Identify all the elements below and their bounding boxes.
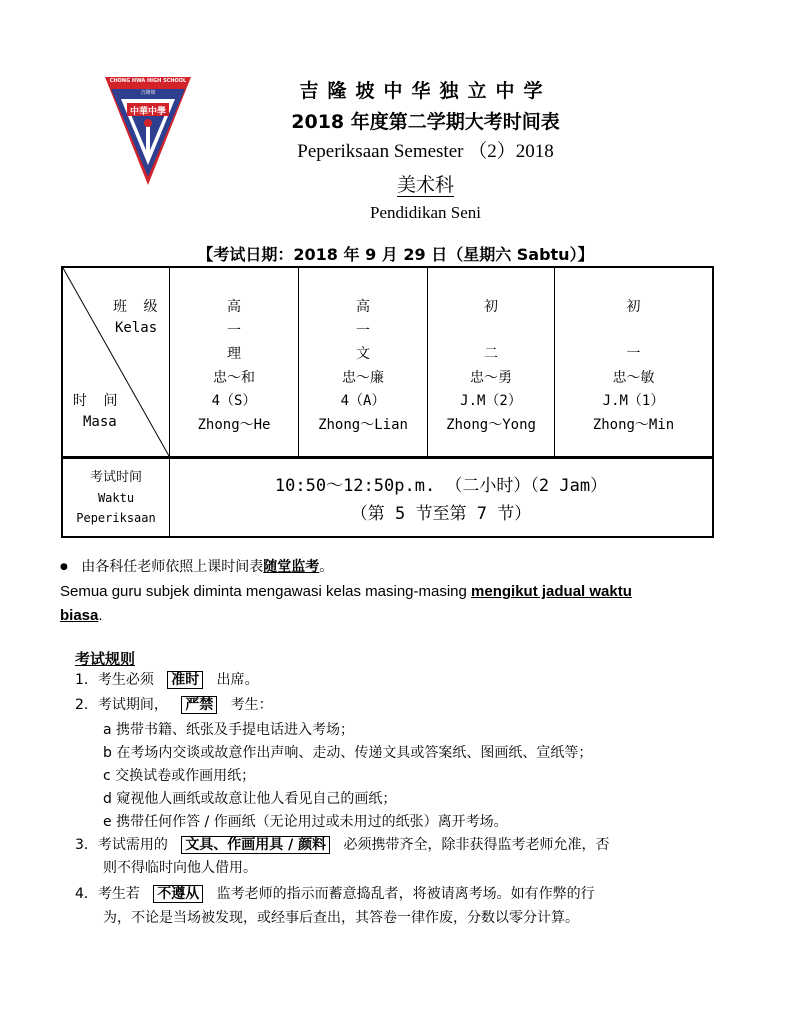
rule-2-boxed: 严禁 xyxy=(181,696,217,714)
class-name-ms: Zhong～Min xyxy=(592,416,675,433)
invigilation-note-cn xyxy=(60,556,333,576)
exam-time-label-ms-2: Peperiksaan xyxy=(76,511,156,525)
rule-1 xyxy=(75,668,259,692)
invigilation-note-ms xyxy=(60,580,730,628)
class-stream: 理 xyxy=(227,346,241,362)
rule-3-pre: 3．考试需用的 xyxy=(75,837,168,853)
class-grade xyxy=(555,320,712,344)
exam-date: 【考试日期：2018 年 9 月 29 日（星期六 Sabtu）】 xyxy=(197,245,594,264)
exam-time-label-cn: 考试时间 xyxy=(89,470,142,485)
bullet-icon: ● xyxy=(60,562,68,572)
class-grade: 一 xyxy=(356,322,370,339)
class-level: 初 xyxy=(484,299,498,315)
exam-time-label xyxy=(63,468,169,528)
note-ms-emphasis-1: mengikut jadual waktu xyxy=(471,583,632,600)
rule-2c: c 交换试卷或作画用纸； xyxy=(103,768,256,784)
class-label-ms: Kelas xyxy=(115,320,158,336)
rule-1-boxed: 准时 xyxy=(167,671,203,689)
class-stream: 二 xyxy=(484,346,498,362)
class-name-cn: 忠～廉 xyxy=(342,369,384,386)
exam-periods: （第 5 节至第 7 节） xyxy=(350,504,532,524)
class-stream: 文 xyxy=(356,346,370,362)
class-name-cn: 忠～和 xyxy=(213,369,255,386)
school-name: 吉隆坡中华独立中学 xyxy=(299,80,552,102)
rule-4-boxed: 不遵从 xyxy=(153,885,203,903)
note-cn-post: 。 xyxy=(319,559,334,575)
exam-title: 2018 年度第二学期大考时间表 xyxy=(291,111,560,133)
class-column xyxy=(428,296,554,437)
exam-title-malay: Peperiksaan Semester （2）2018 xyxy=(297,141,554,162)
class-name-cn: 忠～敏 xyxy=(612,369,655,386)
rule-4-continued: 为，不论是当场被发现，或经事后查出，其答卷一律作废，分数以零分计算。 xyxy=(103,910,579,926)
rule-1-pre: 1．考生必须 xyxy=(75,672,154,688)
rule-2-pre: 2．考试期间， xyxy=(75,697,168,713)
logo-english-text: CHONG HWA HIGH SCHOOL xyxy=(109,78,187,84)
class-stream: 一 xyxy=(626,346,641,362)
class-name-ms: Zhong～Lian xyxy=(318,416,408,433)
row-divider xyxy=(63,456,712,459)
rule-2d: d 窥视他人画纸或故意让他人看见自己的画纸； xyxy=(103,791,397,807)
class-column xyxy=(299,296,427,437)
rules-title: 考试规则 xyxy=(75,650,136,668)
class-level: 高 xyxy=(356,299,370,315)
rule-2a: a 携带书籍、纸张及手提电话进入考场； xyxy=(103,722,355,738)
class-column xyxy=(555,296,712,437)
subject-title xyxy=(0,170,791,197)
exam-time: 10:50～12:50p.m. （二小时）（2 Jam） xyxy=(274,476,608,496)
time-label-ms: Masa xyxy=(83,414,117,430)
class-column xyxy=(170,296,298,437)
rule-2-post: 考生： xyxy=(230,697,273,713)
logo-chinese-text: 中華中學 xyxy=(129,107,166,117)
time-label-cn: 时 间 xyxy=(73,393,124,409)
rule-4 xyxy=(75,882,595,906)
subject-title-malay: Pendidikan Seni xyxy=(370,203,481,222)
rule-3-post: 必须携带齐全，除非获得监考老师允准，否 xyxy=(343,837,610,853)
class-level: 初 xyxy=(626,299,641,315)
class-code: J.M（2） xyxy=(460,393,522,409)
class-grade xyxy=(428,320,554,344)
class-level: 高 xyxy=(227,299,241,315)
subject-title-text: 美术科 xyxy=(396,174,454,196)
rule-4-pre: 4．考生若 xyxy=(75,886,140,902)
rule-3-continued: 则不得临时向他人借用。 xyxy=(103,860,257,876)
note-ms-pre: Semua guru subjek diminta mengawasi kelas masing-masing xyxy=(60,583,472,600)
class-name-ms: Zhong～Yong xyxy=(446,416,536,433)
rule-2b: b 在考场内交谈或故意作出声响、走动、传递文具或答案纸、图画纸、宣纸等； xyxy=(103,745,593,761)
exam-schedule-table xyxy=(61,266,714,538)
class-grade: 一 xyxy=(227,322,241,339)
logo-small-text: 吉隆坡 xyxy=(140,90,156,96)
class-label-cn: 班 级 xyxy=(113,299,164,315)
rule-2e: e 携带任何作答 / 作画纸（无论用过或未用过的纸张）离开考场。 xyxy=(103,814,508,830)
note-ms-post: . xyxy=(98,607,103,624)
note-cn-emphasis: 随堂监考 xyxy=(263,559,320,575)
rule-3 xyxy=(75,833,610,857)
rule-2 xyxy=(75,693,273,717)
rule-4-post: 监考老师的指示而蓄意捣乱者，将被请离考场。如有作弊的行 xyxy=(216,886,595,902)
class-code: J.M（1） xyxy=(602,393,665,409)
rule-3-boxed: 文具、作画用具 / 颜料 xyxy=(181,836,330,854)
note-ms-emphasis-2: biasa xyxy=(60,607,99,624)
note-cn-pre: 由各科任老师依照上课时间表 xyxy=(81,559,264,575)
rule-1-post: 出席。 xyxy=(216,672,259,688)
class-name-ms: Zhong～He xyxy=(197,416,271,433)
exam-time-label-ms-1: Waktu xyxy=(97,491,135,505)
class-code: 4（A） xyxy=(340,393,386,409)
class-name-cn: 忠～勇 xyxy=(470,369,512,386)
exam-time-value xyxy=(170,472,712,528)
class-code: 4（S） xyxy=(211,393,257,409)
